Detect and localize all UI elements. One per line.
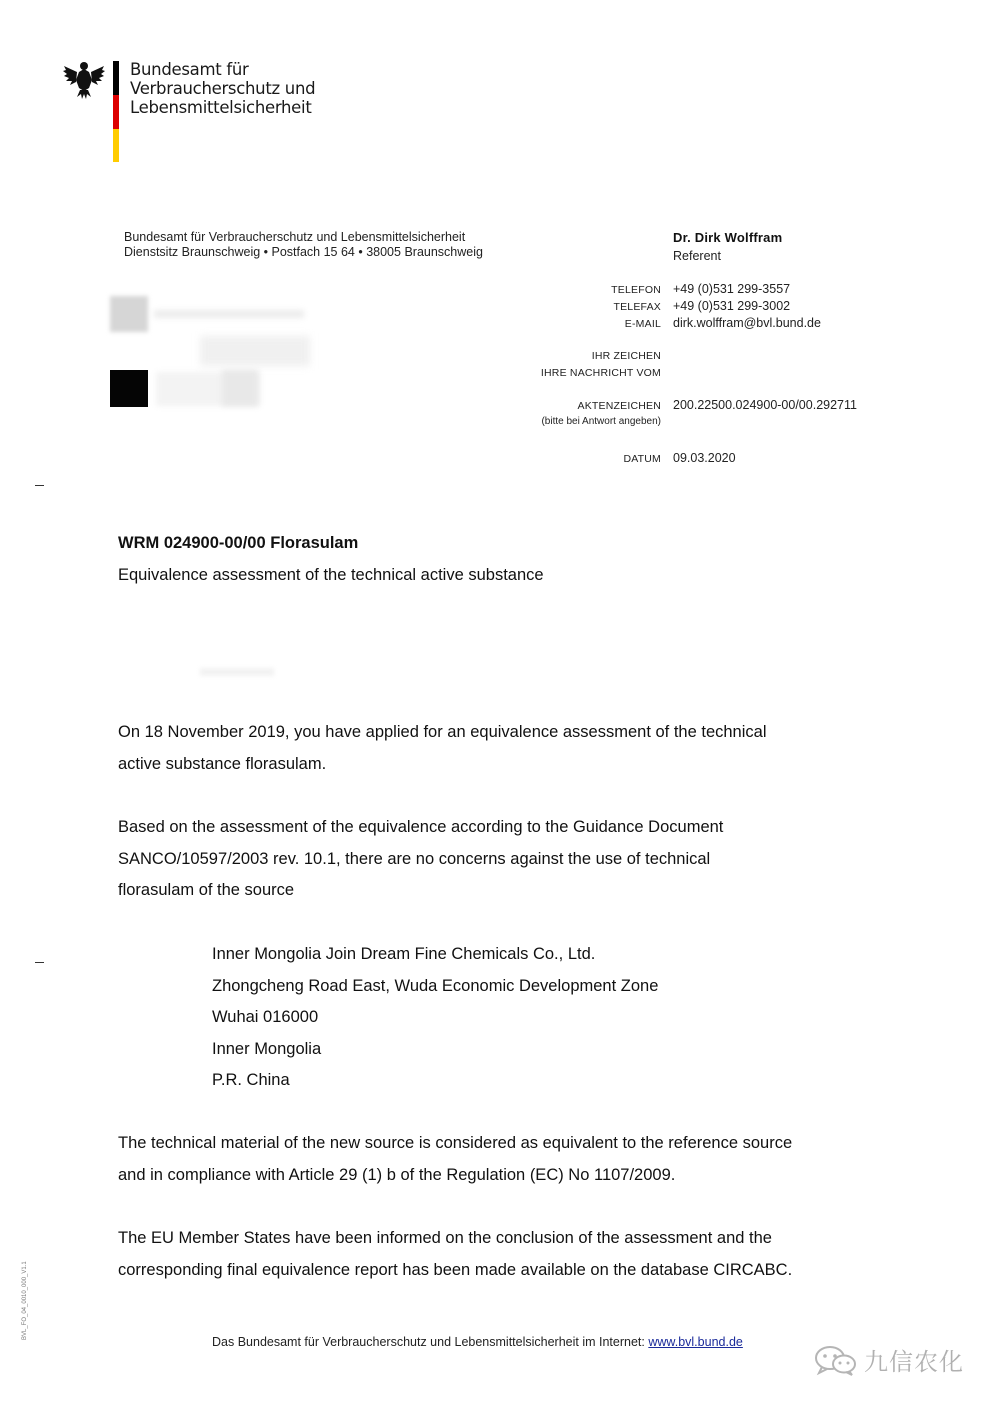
footer: [212, 1334, 743, 1350]
paragraph-application: [118, 717, 878, 780]
paragraph-assessment: [118, 812, 878, 907]
ihre-nachricht-label: IHRE NACHRICHT VOM: [540, 367, 661, 379]
contact-role: Referent: [673, 249, 721, 263]
paragraph-line: The technical material of the new source is considered as equivalent to the reference source: [118, 1134, 793, 1152]
paragraph-line: florasulam of the source: [118, 881, 295, 899]
aktenzeichen-note: (bitte bei Antwort angeben): [541, 416, 661, 427]
watermark-text: 九信农化: [864, 1348, 964, 1376]
email-label: E-MAIL: [624, 318, 661, 330]
address-line: P.R. China: [212, 1071, 290, 1089]
address-line: Zhongcheng Road East, Wuda Economic Development Zone: [212, 976, 659, 995]
telefon-label: TELEFON: [611, 284, 661, 296]
org-name-line: Verbraucherschutz und: [130, 79, 316, 98]
organization-name: [130, 60, 315, 117]
telefax-value: +49 (0)531 299-3002: [673, 299, 791, 313]
contact-name: Dr. Dirk Wolffram: [673, 230, 783, 245]
redacted-recipient-address: [110, 296, 320, 416]
paragraph-line: corresponding final equivalence report has been made available on the database CIRCABC.: [118, 1260, 793, 1279]
sender-address: [124, 230, 483, 260]
website-link[interactable]: www.bvl.bund.de: [648, 1335, 743, 1349]
watermark: [812, 1342, 964, 1377]
aktenzeichen-value: 200.22500.024900-00/00.292711: [673, 398, 857, 412]
fold-mark: [35, 962, 44, 963]
datum-label: DATUM: [623, 453, 661, 465]
paragraph-line: active substance florasulam.: [118, 754, 327, 773]
address-line: Inner Mongolia Join Dream Fine Chemicals Co., Ltd.: [212, 945, 596, 963]
org-name-line: Bundesamt für: [130, 60, 249, 79]
subject-title: WRM 024900-00/00 Florasulam: [118, 534, 359, 552]
fold-mark: [35, 485, 44, 486]
redacted-salutation: [200, 668, 274, 676]
telefax-label: TELEFAX: [613, 301, 661, 313]
datum-value: 09.03.2020: [673, 451, 736, 465]
form-code: BVL_FO_04_0010_000_V1.1: [22, 1261, 28, 1340]
aktenzeichen-label: AKTENZEICHEN: [577, 400, 661, 412]
source-address: [212, 939, 658, 1097]
address-line: Inner Mongolia: [212, 1039, 322, 1058]
wechat-icon: [812, 1344, 858, 1376]
org-name-line: Lebensmittelsicherheit: [130, 98, 312, 117]
paragraph-line: The EU Member States have been informed on the conclusion of the assessment and the: [118, 1229, 772, 1247]
email-value: dirk.wolffram@bvl.bund.de: [673, 316, 821, 330]
sender-line: Bundesamt für Verbraucherschutz und Lebensmittelsicherheit: [124, 230, 466, 244]
telefon-value: +49 (0)531 299-3557: [673, 282, 791, 296]
address-line: Wuhai 016000: [212, 1008, 319, 1026]
ihr-zeichen-label: IHR ZEICHEN: [591, 350, 661, 362]
sender-line: Dienstsitz Braunschweig • Postfach 15 64 • 38005 Braunschweig: [124, 245, 483, 259]
subject-subtitle: Equivalence assessment of the technical active substance: [118, 566, 544, 584]
footer-text: Das Bundesamt für Verbraucherschutz und Lebensmittelsicherheit im Internet:: [212, 1335, 649, 1349]
paragraph-line: On 18 November 2019, you have applied for an equivalence assessment of the technical: [118, 723, 767, 741]
paragraph-member-states: [118, 1223, 878, 1286]
paragraph-equivalence: [118, 1128, 878, 1191]
paragraph-line: SANCO/10597/2003 rev. 10.1, there are no concerns against the use of technical: [118, 849, 711, 868]
paragraph-line: Based on the assessment of the equivalence according to the Guidance Document: [118, 818, 724, 836]
paragraph-line: and in compliance with Article 29 (1) b of the Regulation (EC) No 1107/2009.: [118, 1165, 676, 1184]
german-flag-bar: [113, 61, 119, 162]
federal-eagle-icon: [62, 58, 106, 100]
